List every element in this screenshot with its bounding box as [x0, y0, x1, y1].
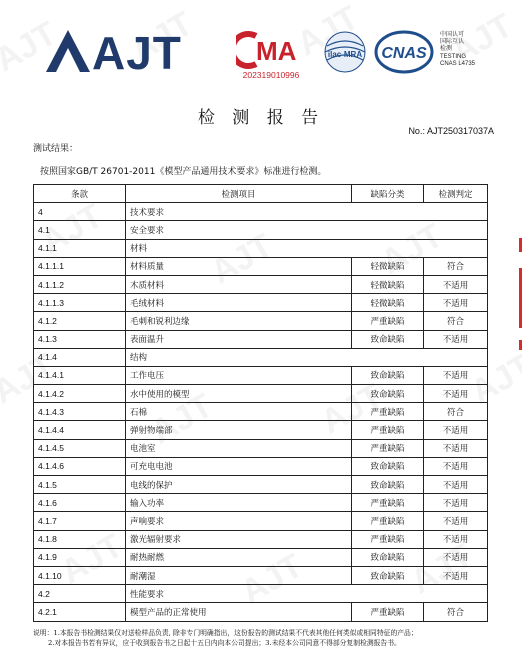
defect-category-cell: 轻微缺陷 [352, 257, 424, 275]
item-cell: 技术要求 [126, 203, 488, 221]
table-row [34, 457, 488, 475]
table-row [34, 494, 488, 512]
item-cell: 表面温升 [126, 330, 352, 348]
table-row [34, 366, 488, 384]
item-cell: 可充电电池 [126, 457, 352, 475]
clause-cell: 4.1.9 [34, 548, 126, 566]
footnote-line: 说明：1.本报告书检测结果仅对送检样品负责, 除非专门明确指出，这份报告的测试结果不代表其他任何类似或相同特征的产品； [33, 629, 418, 637]
section-label: 测试结果： [33, 144, 79, 154]
column-header: 检测项目 [126, 185, 352, 203]
page-title: 检 测 报 告 [197, 108, 325, 128]
column-header: 缺陷分类 [352, 185, 424, 203]
column-header: 条款 [34, 185, 126, 203]
table-row [34, 439, 488, 457]
table-header-row [34, 185, 488, 203]
cnas-logo [374, 30, 434, 74]
cma-logo-text: MA [256, 36, 297, 66]
report-header [0, 0, 522, 92]
item-cell: 模型产品的正常使用 [126, 603, 352, 621]
table-row [34, 330, 488, 348]
item-cell: 电线的保护 [126, 476, 352, 494]
table-row [34, 403, 488, 421]
clause-cell: 4.2.1 [34, 603, 126, 621]
table-row [34, 312, 488, 330]
column-header: 检测判定 [424, 185, 488, 203]
results-table [33, 184, 488, 622]
judgement-cell: 不适用 [424, 439, 488, 457]
judgement-cell: 符合 [424, 603, 488, 621]
judgement-cell: 不适用 [424, 294, 488, 312]
defect-category-cell: 严重缺陷 [352, 603, 424, 621]
item-cell: 水中使用的模型 [126, 385, 352, 403]
table-row [34, 585, 488, 603]
defect-category-cell: 严重缺陷 [352, 403, 424, 421]
defect-category-cell: 严重缺陷 [352, 530, 424, 548]
judgement-cell: 不适用 [424, 330, 488, 348]
clause-cell: 4.1.4 [34, 348, 126, 366]
clause-cell: 4.1.1.1 [34, 257, 126, 275]
item-cell: 石棉 [126, 403, 352, 421]
item-cell: 输入功率 [126, 494, 352, 512]
cma-number: 202319010996 [242, 70, 300, 80]
cnas-line: TESTING [440, 53, 467, 60]
clause-cell: 4.1.5 [34, 476, 126, 494]
defect-category-cell: 轻微缺陷 [352, 294, 424, 312]
judgement-cell: 符合 [424, 403, 488, 421]
clause-cell: 4.1.1.2 [34, 275, 126, 293]
judgement-cell: 不适用 [424, 494, 488, 512]
table-row [34, 476, 488, 494]
clause-cell: 4.1.3 [34, 330, 126, 348]
clause-cell: 4.1.4.4 [34, 421, 126, 439]
defect-category-cell: 严重缺陷 [352, 494, 424, 512]
table-row [34, 221, 488, 239]
cnas-accreditation-text [440, 32, 475, 68]
ilac-mra-logo [319, 30, 371, 74]
table-row [34, 530, 488, 548]
judgement-cell: 不适用 [424, 421, 488, 439]
footnote [33, 628, 493, 648]
cma-logo [236, 30, 306, 70]
judgement-cell: 不适用 [424, 385, 488, 403]
defect-category-cell: 严重缺陷 [352, 439, 424, 457]
clause-cell: 4.2 [34, 585, 126, 603]
report-number: No.: AJT250317037A [408, 126, 494, 136]
item-cell: 激光辐射要求 [126, 530, 352, 548]
table-row [34, 566, 488, 584]
clause-cell: 4.1.7 [34, 512, 126, 530]
judgement-cell: 不适用 [424, 530, 488, 548]
clause-cell: 4.1.4.5 [34, 439, 126, 457]
judgement-cell: 符合 [424, 257, 488, 275]
cnas-line: 检测 [440, 46, 453, 53]
test-basis: 按照国家GB/T 26701-2011《模型产品通用技术要求》标准进行检测。 [40, 167, 327, 177]
clause-cell: 4.1.4.3 [34, 403, 126, 421]
defect-category-cell: 轻微缺陷 [352, 275, 424, 293]
item-cell: 耐热耐燃 [126, 548, 352, 566]
cnas-line: CNAS L4735 [440, 60, 476, 67]
ilac-logo-text: ilac-MRA [327, 50, 363, 59]
judgement-cell: 不适用 [424, 366, 488, 384]
item-cell: 毛绒材料 [126, 294, 352, 312]
item-cell: 电池室 [126, 439, 352, 457]
cnas-line: 中国认可 [440, 32, 465, 38]
defect-category-cell: 致命缺陷 [352, 366, 424, 384]
defect-category-cell: 严重缺陷 [352, 312, 424, 330]
results-body [34, 203, 488, 621]
judgement-cell: 不适用 [424, 457, 488, 475]
clause-cell: 4.1 [34, 221, 126, 239]
judgement-cell: 不适用 [424, 566, 488, 584]
clause-cell: 4.1.1 [34, 239, 126, 257]
table-row [34, 275, 488, 293]
table-row [34, 385, 488, 403]
item-cell: 耐潮湿 [126, 566, 352, 584]
defect-category-cell: 严重缺陷 [352, 421, 424, 439]
defect-category-cell: 致命缺陷 [352, 385, 424, 403]
table-row [34, 239, 488, 257]
item-cell: 安全要求 [126, 221, 488, 239]
item-cell: 弹射物端部 [126, 421, 352, 439]
cnas-logo-text: CNAS [381, 45, 427, 62]
ajt-triangle-logo [44, 28, 92, 74]
clause-cell: 4.1.4.2 [34, 385, 126, 403]
judgement-cell: 不适用 [424, 548, 488, 566]
item-cell: 木质材料 [126, 275, 352, 293]
judgement-cell: 不适用 [424, 512, 488, 530]
table-row [34, 294, 488, 312]
item-cell: 毛刺和锐利边缘 [126, 312, 352, 330]
clause-cell: 4.1.2 [34, 312, 126, 330]
item-cell: 性能要求 [126, 585, 488, 603]
table-row [34, 257, 488, 275]
footnote-line: 2.对本报告书若有异议，应于收到报告书之日起十五日内向本公司提出；3.未经本公司同意不得部分复制检测报告书。 [48, 639, 401, 647]
defect-category-cell: 严重缺陷 [352, 512, 424, 530]
judgement-cell: 不适用 [424, 275, 488, 293]
judgement-cell: 不适用 [424, 476, 488, 494]
clause-cell: 4.1.10 [34, 566, 126, 584]
ajt-logo-text: AJT [92, 27, 182, 79]
defect-category-cell: 致命缺陷 [352, 457, 424, 475]
clause-cell: 4.1.8 [34, 530, 126, 548]
item-cell: 声响要求 [126, 512, 352, 530]
clause-cell: 4.1.6 [34, 494, 126, 512]
defect-category-cell: 致命缺陷 [352, 566, 424, 584]
item-cell: 结构 [126, 348, 488, 366]
item-cell: 材料质量 [126, 257, 352, 275]
item-cell: 材料 [126, 239, 488, 257]
clause-cell: 4.1.1.3 [34, 294, 126, 312]
table-row [34, 548, 488, 566]
judgement-cell: 符合 [424, 312, 488, 330]
defect-category-cell: 致命缺陷 [352, 548, 424, 566]
item-cell: 工作电压 [126, 366, 352, 384]
clause-cell: 4.1.4.6 [34, 457, 126, 475]
cnas-line: 国际互认 [440, 39, 465, 46]
clause-cell: 4 [34, 203, 126, 221]
table-row [34, 421, 488, 439]
table-row [34, 603, 488, 621]
clause-cell: 4.1.4.1 [34, 366, 126, 384]
table-row [34, 348, 488, 366]
defect-category-cell: 致命缺陷 [352, 476, 424, 494]
table-row [34, 512, 488, 530]
defect-category-cell: 致命缺陷 [352, 330, 424, 348]
table-row [34, 203, 488, 221]
